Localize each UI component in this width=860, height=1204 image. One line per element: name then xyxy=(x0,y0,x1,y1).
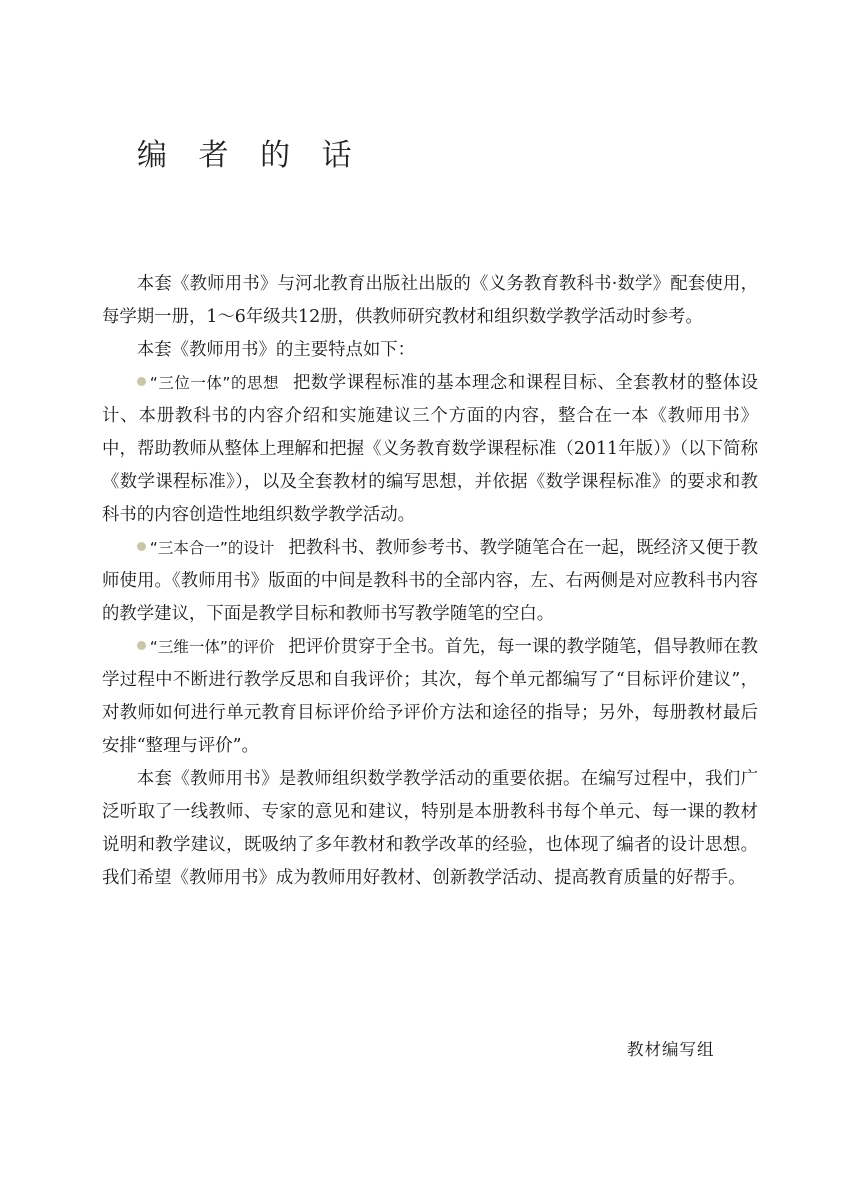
feature-text: 把教科书、教师参考书、教学随笔合在一起，既经济又便于教师使用。《教师用书》版面的中间是教科书的全部内容，左、右两侧是对应教科书内容的教学建议，下面是教学目标和教师书写教学随笔的空白。 xyxy=(102,538,758,624)
feature-item xyxy=(102,532,758,631)
body-text xyxy=(102,268,758,895)
feature-heading: “三位一体”的思想 xyxy=(149,374,279,392)
bullet-icon xyxy=(137,542,146,551)
feature-heading: “三维一体”的评价 xyxy=(149,638,275,656)
features-lead-paragraph: 本套《教师用书》的主要特点如下： xyxy=(136,340,416,360)
intro-paragraph: 本套《教师用书》与河北教育出版社出版的《义务教育教科书·数学》配套使用，每学期一册，1～6年级共12册，供教师研究教材和组织数学教学活动时参考。 xyxy=(102,274,758,327)
bullet-icon xyxy=(137,377,146,386)
page-title: 编 者 的 话 xyxy=(137,138,363,173)
feature-text: 把评价贯穿于全书。首先，每一课的教学随笔，倡导教师在教学过程中不断进行教学反思和自我评价；其次，每个单元都编写了“目标评价建议”，对教师如何进行单元教育目标评价给予评价方法和途径的指导；另外，每册教材最后安排“整理与评价”。 xyxy=(102,637,758,756)
feature-heading: “三本合一”的设计 xyxy=(149,539,275,557)
feature-text: 把数学课程标准的基本理念和课程目标、全套教材的整体设计、本册教科书的内容介绍和实施建议三个方面的内容，整合在一本《教师用书》中，帮助教师从整体上理解和把握《义务教育数学课程标准（2011年版）》（以下简称《数学课程标准》），以及全套教材的编写思想，并依据《数学课程标准》的要求和教科书的内容创造性地组织数学教学活动。 xyxy=(102,373,758,525)
closing-paragraph: 本套《教师用书》是教师组织数学教学活动的重要依据。在编写过程中，我们广泛听取了一线教师、专家的意见和建议，特别是本册教科书每个单元、每一课的教材说明和教学建议，既吸纳了多年教材和教学改革的经验，也体现了编者的设计思想。我们希望《教师用书》成为教师用好教材、创新教学活动、提高教育质量的好帮手。 xyxy=(102,769,758,888)
signature: 教材编写组 xyxy=(627,1040,715,1059)
bullet-icon xyxy=(137,641,146,650)
feature-item xyxy=(102,631,758,763)
feature-item xyxy=(102,367,758,532)
